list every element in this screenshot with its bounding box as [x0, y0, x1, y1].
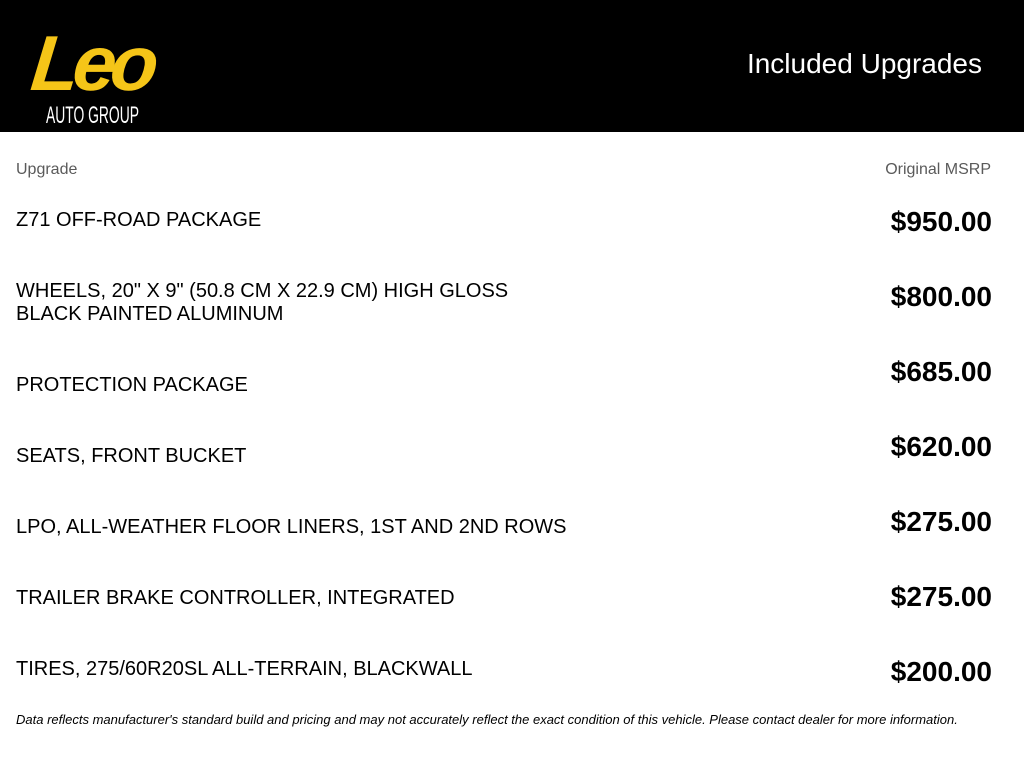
- upgrade-price: $620.00: [890, 431, 992, 462]
- upgrade-name: TIRES, 275/60R20SL ALL-TERRAIN, BLACKWALL: [16, 658, 473, 680]
- logo-wordmark: Leo: [27, 19, 158, 107]
- page-header: [0, 0, 1024, 132]
- upgrade-price: $800.00: [890, 281, 992, 312]
- upgrade-name: TRAILER BRAKE CONTROLLER, INTEGRATED: [16, 587, 455, 609]
- logo-subtitle: AUTO GROUP: [46, 102, 139, 129]
- upgrade-price: $275.00: [890, 506, 992, 537]
- upgrade-name: PROTECTION PACKAGE: [16, 374, 248, 396]
- upgrade-price: $950.00: [890, 206, 992, 237]
- upgrade-name: Z71 OFF-ROAD PACKAGE: [16, 209, 262, 231]
- upgrade-price: $685.00: [890, 356, 992, 387]
- upgrade-price: $200.00: [890, 656, 992, 687]
- upgrade-name: SEATS, FRONT BUCKET: [16, 445, 247, 467]
- column-header-upgrade: Upgrade: [16, 161, 78, 178]
- leo-auto-group-logo: [27, 6, 158, 129]
- disclaimer-text: Data reflects manufacturer's standard build and pricing and may not accurately reflect the exact condition of this vehicle. Please contact dealer for more information.: [16, 712, 958, 727]
- page-title: Included Upgrades: [746, 48, 982, 79]
- upgrade-price: $275.00: [890, 581, 992, 612]
- column-header-msrp: Original MSRP: [885, 161, 991, 178]
- upgrade-name: LPO, ALL-WEATHER FLOOR LINERS, 1ST AND 2ND ROWS: [16, 516, 567, 538]
- upgrade-name: WHEELS, 20" X 9" (50.8 CM X 22.9 CM) HIGH GLOSS BLACK PAINTED ALUMINUM: [16, 280, 509, 325]
